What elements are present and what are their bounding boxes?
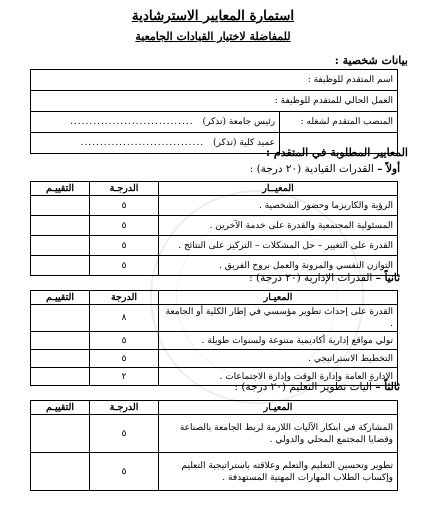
current-job-label: العمل الحالي للمتقدم للوظيفة : [31, 91, 398, 112]
criterion-cell: التخطيط الاستراتيجي . [159, 350, 398, 368]
fill-dots: ................................ [80, 138, 205, 148]
evaluation-cell[interactable] [31, 332, 90, 350]
degree-cell: ٥ [90, 196, 159, 216]
section-label: آليات تطوير التعليم (٢٠ درجة) : [234, 381, 373, 393]
criterion-cell: القدرة على إحداث تطوير مؤسسي في إطار الكلية أو الجامعة . [159, 305, 398, 332]
personal-info-table [30, 69, 398, 154]
option-label: عميد كلية (تذكر) [213, 138, 276, 148]
criterion-cell: الرؤية والكاريزما وحضور الشخصية . [159, 196, 398, 216]
evaluation-cell[interactable] [31, 368, 90, 386]
table-row [31, 236, 398, 256]
option-label: رئيس جامعة (تذكر) [202, 117, 276, 127]
evaluation-cell[interactable] [31, 216, 90, 236]
criterion-cell: المشاركة في ابتكار الآليات اللازمة لربط الجامعة بالصناعة وقضايا المجتمع المحلي والدولي . [159, 415, 398, 453]
degree-cell: ٥ [90, 350, 159, 368]
degree-cell: ٥ [90, 236, 159, 256]
criterion-cell: التوازن النفسي والمرونة والعمل بروح الفريق . [159, 256, 398, 276]
degree-cell: ٥ [90, 453, 159, 491]
form-subtitle: للمفاضلة لاختيار القيادات الجامعية [135, 30, 291, 43]
table-row [31, 415, 398, 453]
evaluation-header: التقييـم [31, 291, 90, 305]
personal-heading: بيانات شخصية : [334, 54, 408, 67]
degree-cell: ٥ [90, 256, 159, 276]
degree-cell: ٢ [90, 368, 159, 386]
table-row [31, 453, 398, 491]
evaluation-cell[interactable] [31, 236, 90, 256]
section-title-administrative [249, 272, 400, 284]
criterion-header: المعيــار [159, 182, 398, 196]
criterion-cell: تطوير وتحسين التعليم والتعلم وعلاقته باستراتيجية التعليم وإكساب الطلاب المهارات المهنية المستهدفة . [159, 453, 398, 491]
section-number: ثانياً – [375, 272, 400, 284]
position-option-president [31, 112, 280, 133]
degree-header: الدرجـة [90, 401, 159, 415]
evaluation-cell[interactable] [31, 415, 90, 453]
section-title-education [234, 381, 400, 393]
table-row [31, 196, 398, 216]
evaluation-cell[interactable] [31, 196, 90, 216]
table-row [31, 70, 398, 91]
criterion-cell: المسئولية المجتمعية والقدرة على خدمة الآخرين . [159, 216, 398, 236]
criterion-cell: الإدارة العامة وإدارة الوقت وإدارة الاجتماعات . [159, 368, 398, 386]
table-row [31, 112, 398, 133]
criterion-header: المعيـار [159, 401, 398, 415]
degree-cell: ٥ [90, 415, 159, 453]
degree-cell: ٥ [90, 332, 159, 350]
table-row [31, 216, 398, 236]
criteria-table-education [30, 400, 398, 491]
evaluation-cell[interactable] [31, 305, 90, 332]
criteria-heading: المعايير المطلوبة في المتقدم : [266, 146, 408, 159]
degree-cell: ٨ [90, 305, 159, 332]
table-row [31, 305, 398, 332]
evaluation-cell[interactable] [31, 350, 90, 368]
evaluation-cell[interactable] [31, 453, 90, 491]
criterion-header: المعيـار [159, 291, 398, 305]
table-row [31, 91, 398, 112]
section-number: أولاً – [377, 163, 400, 175]
criterion-cell: القدرة على التغيير – حل المشكلات – التركيز على النتائج . [159, 236, 398, 256]
evaluation-cell[interactable] [31, 256, 90, 276]
table-header-row [31, 291, 398, 305]
section-number: ثالثاً – [375, 381, 400, 393]
table-header-row [31, 401, 398, 415]
table-row [31, 332, 398, 350]
evaluation-header: التقييـم [31, 182, 90, 196]
applicant-name-label: اسم المتقدم للوظيفة : [31, 70, 398, 91]
criteria-table-leadership [30, 181, 398, 276]
section-title-leadership [250, 163, 400, 175]
position-label: المنصب المتقدم لشغله : [280, 112, 398, 133]
section-label: القدرات الإدارية (٢٠ درجة) : [249, 272, 373, 284]
position-option-dean [31, 133, 280, 154]
fill-dots: ................................ [70, 117, 194, 127]
criteria-table-administrative [30, 290, 398, 386]
form-title: استمارة المعايير الاسترشادية [131, 8, 295, 24]
degree-header: الدرجة [90, 291, 159, 305]
degree-cell: ٥ [90, 216, 159, 236]
table-row [31, 350, 398, 368]
table-header-row [31, 182, 398, 196]
section-label: القدرات القيادية (٢٠ درجة) : [249, 163, 374, 175]
evaluation-header: التقييـم [31, 401, 90, 415]
criterion-cell: تولي مواقع إدارية أكاديمية متنوعة ولسنوات طويلة . [159, 332, 398, 350]
degree-header: الدرجـة [90, 182, 159, 196]
